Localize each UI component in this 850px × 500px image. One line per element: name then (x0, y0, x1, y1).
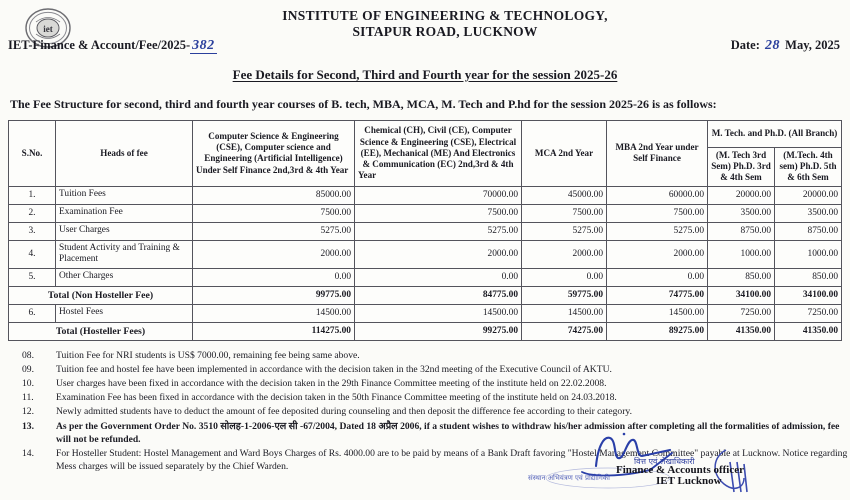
column-header-mca: MCA 2nd Year (522, 121, 607, 187)
cell-mca: 59775.00 (522, 286, 607, 304)
date-field (731, 38, 840, 54)
cell-cse: 7500.00 (193, 204, 355, 222)
note-number: 10. (22, 378, 34, 390)
cell-mca: 0.00 (522, 268, 607, 286)
note-item (0, 391, 850, 404)
intro-paragraph: The Fee Structure for second, third and fourth year courses of B. tech, MBA, MCA, M. Tech and P.hd for the session 2025-26 is as follows: (10, 97, 717, 111)
table-row-total-hosteller (9, 322, 842, 340)
cell-mca: 74275.00 (522, 322, 607, 340)
cell-chemical: 7500.00 (355, 204, 522, 222)
cell-mtech-4th: 8750.00 (775, 222, 842, 240)
cell-mtech-3rd: 850.00 (708, 268, 775, 286)
cell-chemical: 14500.00 (355, 304, 522, 322)
column-header-cse: Computer Science & Engineering (CSE), Computer science and Engineering (Artificial Intelligence) Under Self Finance 2nd,3rd & 4th Year (193, 121, 355, 187)
cell-mba: 14500.00 (607, 304, 708, 322)
column-header-sno: S.No. (9, 121, 56, 187)
column-header-mtech-3rd-sem: (M. Tech 3rd Sem) Ph.D. 3rd & 4th Sem (708, 148, 775, 187)
note-number: 08. (22, 349, 34, 361)
cell-mtech-4th: 850.00 (775, 268, 842, 286)
cell-mba: 89275.00 (607, 322, 708, 340)
note-item (0, 377, 850, 390)
signature-hindi-designation: वित्त एवं लेखाधिकारी (634, 457, 695, 466)
cell-sno: 1. (9, 186, 56, 204)
cell-mtech-4th: 3500.00 (775, 204, 842, 222)
cell-mca: 45000.00 (522, 186, 607, 204)
cell-sno: 2. (9, 204, 56, 222)
institute-name-line: INSTITUTE OF ENGINEERING & TECHNOLOGY, (282, 8, 608, 23)
column-header-mba: MBA 2nd Year under Self Finance (607, 121, 708, 187)
column-header-mtech-4th-sem: (M.Tech. 4th sem) Ph.D. 5th & 6th Sem (775, 148, 842, 187)
letterhead (0, 0, 850, 58)
column-header-chemical: Chemical (CH), Civil (CE), Computer Science & Engineering (CSE), Electrical (EE), Mechanical (ME) And Electronics & Communication (EC) 2nd,3rd & 4th Year (355, 121, 522, 187)
cell-mtech-4th: 1000.00 (775, 240, 842, 268)
signatory-institute: IET Lucknow (656, 475, 722, 487)
cell-chemical: 0.00 (355, 268, 522, 286)
note-number: 09. (22, 363, 34, 375)
institute-title (0, 8, 850, 40)
table-row (9, 240, 842, 268)
cell-total-label: Total (Hosteller Fees) (9, 322, 193, 340)
note-text: Newly admitted students have to deduct the amount of fee deposited during counseling and then deposit the difference fee according to their category. (56, 406, 632, 418)
cell-mca: 5275.00 (522, 222, 607, 240)
cell-mba: 5275.00 (607, 222, 708, 240)
cell-chemical: 84775.00 (355, 286, 522, 304)
table-row-total-non-hosteller (9, 286, 842, 304)
column-header-heads-of-fee: Heads of fee (56, 121, 193, 187)
cell-chemical: 2000.00 (355, 240, 522, 268)
cell-mca: 14500.00 (522, 304, 607, 322)
cell-cse: 114275.00 (193, 322, 355, 340)
cell-cse: 85000.00 (193, 186, 355, 204)
cell-mtech-3rd: 8750.00 (708, 222, 775, 240)
note-number: 14. (22, 448, 34, 460)
fee-structure-table (8, 120, 842, 341)
cell-mtech-4th: 20000.00 (775, 186, 842, 204)
cell-mca: 7500.00 (522, 204, 607, 222)
cell-mtech-3rd: 41350.00 (708, 322, 775, 340)
institute-address-line: SITAPUR ROAD, LUCKNOW (352, 24, 538, 39)
note-number: 12. (22, 406, 34, 418)
cell-total-label: Total (Non Hosteller Fee) (9, 286, 193, 304)
cell-mtech-4th: 7250.00 (775, 304, 842, 322)
cell-fee-head: Hostel Fees (56, 304, 193, 322)
note-text: For Hosteller Student: Hostel Management and Ward Boys Charges of Rs. 4000.00 are to be paid by means of a Bank Draft favoring "Hostel Management Committee" payable at Lucknow. Notice regarding Mess charges will be issued separately by the Chief Warden. (56, 448, 848, 473)
cell-fee-head: Examination Fee (56, 204, 193, 222)
date-handwritten: 28 (765, 38, 781, 53)
cell-mtech-3rd: 7250.00 (708, 304, 775, 322)
table-body (9, 186, 842, 340)
note-number: 13. (22, 420, 34, 432)
note-item (0, 363, 850, 376)
cell-mtech-3rd: 3500.00 (708, 204, 775, 222)
office-stamp-text: संस्थान अभियंत्रण एवं प्रौद्योगिकी (528, 474, 610, 482)
cell-mtech-4th: 34100.00 (775, 286, 842, 304)
cell-cse: 99775.00 (193, 286, 355, 304)
cell-cse: 14500.00 (193, 304, 355, 322)
cell-mtech-3rd: 20000.00 (708, 186, 775, 204)
cell-chemical: 5275.00 (355, 222, 522, 240)
cell-fee-head: Other Charges (56, 268, 193, 286)
cell-chemical: 99275.00 (355, 322, 522, 340)
cell-sno: 4. (9, 240, 56, 268)
cell-mba: 74775.00 (607, 286, 708, 304)
reference-number-handwritten: 382 (192, 38, 215, 53)
date-rest: May, 2025 (785, 38, 840, 52)
cell-sno: 5. (9, 268, 56, 286)
column-header-mtech-phd-group: M. Tech. and Ph.D. (All Branch) (708, 121, 842, 148)
note-number: 11. (22, 392, 34, 404)
cell-mtech-4th: 41350.00 (775, 322, 842, 340)
table-row (9, 186, 842, 204)
reference-prefix: IET-Finance & Account/Fee/2025- (8, 38, 191, 52)
table-row (9, 222, 842, 240)
svg-text:iet: iet (43, 24, 53, 34)
reference-number (8, 38, 217, 54)
note-text: Examination Fee has been fixed in accordance with the decision taken in the 50th Finance Committee meeting of the institute held on 24.03.2018. (56, 392, 617, 404)
cell-sno: 6. (9, 304, 56, 322)
note-item (0, 405, 850, 418)
table-row (9, 268, 842, 286)
cell-mba: 60000.00 (607, 186, 708, 204)
table-header (9, 121, 842, 187)
cell-chemical: 70000.00 (355, 186, 522, 204)
cell-cse: 2000.00 (193, 240, 355, 268)
cell-cse: 5275.00 (193, 222, 355, 240)
table-header-row (9, 121, 842, 148)
table-row-hostel-fees (9, 304, 842, 322)
cell-cse: 0.00 (193, 268, 355, 286)
cell-mtech-3rd: 1000.00 (708, 240, 775, 268)
cell-mca: 2000.00 (522, 240, 607, 268)
date-label: Date: (730, 38, 760, 52)
cell-mtech-3rd: 34100.00 (708, 286, 775, 304)
cell-mba: 0.00 (607, 268, 708, 286)
note-text: Tuition fee and hostel fee have been implemented in accordance with the decision taken in the 32nd meeting of the Executive Council of AKTU. (56, 363, 612, 375)
signature-block (528, 426, 798, 498)
cell-fee-head: Student Activity and Training & Placement (56, 240, 193, 268)
table-row (9, 204, 842, 222)
page-title: Fee Details for Second, Third and Fourth year for the session 2025-26 (232, 67, 618, 82)
cell-sno: 3. (9, 222, 56, 240)
note-text: Tuition Fee for NRI students is US$ 7000.00, remaining fee being same above. (56, 349, 360, 361)
cell-mba: 2000.00 (607, 240, 708, 268)
cell-fee-head: Tuition Fees (56, 186, 193, 204)
cell-fee-head: User Charges (56, 222, 193, 240)
note-text: As per the Government Order No. 3510 सोलह-1-2006-एल सी -67/2004, Dated 18 अप्रैल 2006, if a student wishes to withdraw his/her admission after completing all the formalities of admission, fee will not be refunded. (56, 420, 840, 445)
signatory-title: Finance & Accounts officer (616, 464, 744, 476)
cell-mba: 7500.00 (607, 204, 708, 222)
note-text: User charges have been fixed in accordance with the decision taken in the 29th Finance Committee meeting of the institute held on 22.02.2008. (56, 378, 607, 390)
note-item (0, 349, 850, 362)
